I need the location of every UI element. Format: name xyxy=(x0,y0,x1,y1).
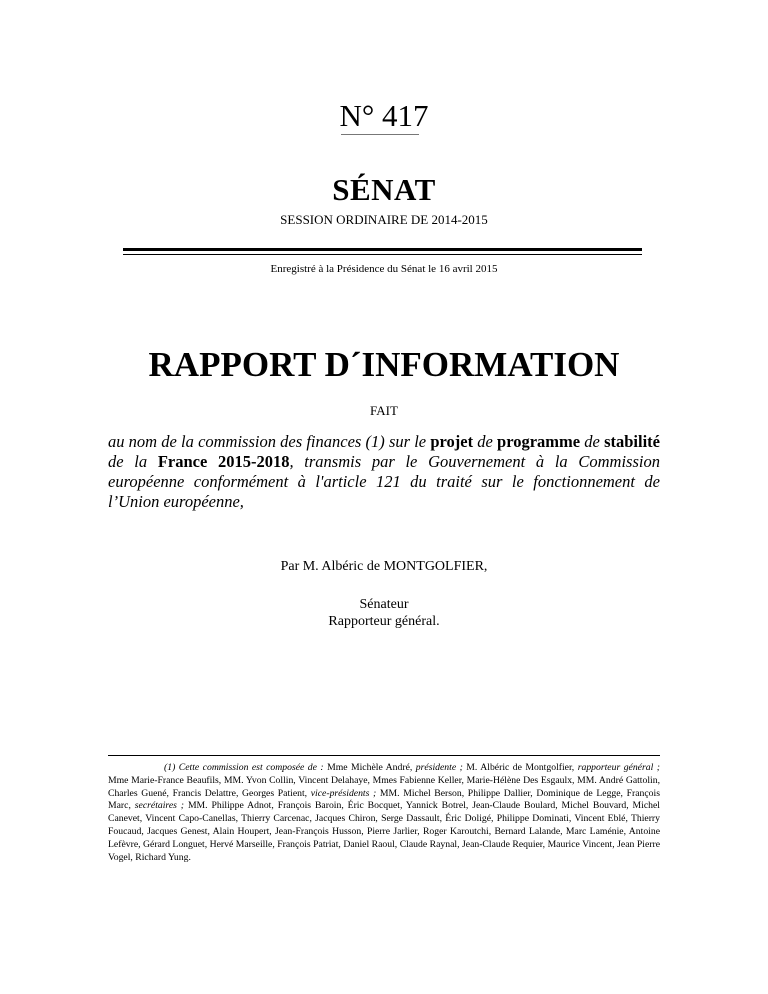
number-underline xyxy=(341,134,419,135)
report-subject xyxy=(108,432,660,512)
footnote-text: Mme Michèle André, xyxy=(323,762,416,773)
session-line: SESSION ORDINAIRE DE 2014-2015 xyxy=(280,212,488,227)
author-role-2: Rapporteur général. xyxy=(328,614,440,629)
footnote-text: MM. Philippe Adnot, François Baroin, Éric Bocquet, Yannick Botrel, Jean-Claude Boulard, Michel Bouvard, Michel Canevet, Vincent Capo-Canellas, Thierry Carcenac, Jacques Chiron, Serge Dassault, Éric Doligé, Philippe Dominati, Vincent Eblé, Thierry Foucaud, Jacques Genest, Alain Houpert, Jean-François Husson, Pierre Jarlier, Roger Karoutchi, Bernard Lalande, Marc Laménie, Antoine Lefèvre, Gérard Longuet, Hervé Marseille, François Patriat, Daniel Raoul, Claude Raynal, Jean-Claude Requier, Maurice Vincent, Jean Pierre Vogel, Richard Yung. xyxy=(108,800,660,863)
subject-text: , transmis par le Gouvernement à la Commission européenne conformément à l'article 121 du traité sur le fonctionnement de l’Union européenne, xyxy=(108,452,660,511)
footnote-rule xyxy=(108,755,660,756)
subject-bold: France 2015-2018 xyxy=(157,452,290,471)
subject-text: de la xyxy=(108,452,158,471)
footnote xyxy=(108,762,660,864)
subject-bold: projet xyxy=(430,432,474,451)
author-role: Sénateur xyxy=(359,597,409,612)
made-label: FAIT xyxy=(370,403,398,418)
document-number: N° 417 xyxy=(339,98,429,133)
footnote-italic: présidente ; xyxy=(415,762,463,773)
subject-text: de xyxy=(473,432,498,451)
author-line: Par M. Albéric de MONTGOLFIER, xyxy=(280,559,488,574)
footnote-text: Mme Marie-France Beaufils, MM. Yvon Collin, Vincent Delahaye, Mmes Fabienne Keller, Marie-Hélène Des Esgaulx, MM. André Gattolin, Charles Guené, Francis Delattre, Georges Patient, xyxy=(108,774,660,799)
footnote-italic: (1) Cette commission est composée de : xyxy=(164,762,324,773)
subject-bold: stabilité xyxy=(604,432,660,451)
footnote-italic: vice-présidents ; xyxy=(310,787,377,799)
footnote-text: M. Albéric de Montgolfier, xyxy=(462,762,578,773)
header-rule-thick xyxy=(123,248,642,251)
header-rule-thin xyxy=(123,254,642,255)
report-title: RAPPORT D´INFORMATION xyxy=(148,345,620,384)
registration-line: Enregistré à la Présidence du Sénat le 16 avril 2015 xyxy=(270,263,498,275)
footnote-text: MM. Michel Berson, Philippe Dallier, Dominique de Legge, François Marc, xyxy=(108,787,660,812)
footnote-italic: rapporteur général ; xyxy=(577,762,660,773)
subject-text: au nom de la commission des finances (1) sur le xyxy=(108,432,431,451)
subject-text: de xyxy=(580,432,605,451)
subject-bold: programme xyxy=(497,432,581,451)
footnote-italic: secrétaires ; xyxy=(134,800,185,812)
institution-title: SÉNAT xyxy=(332,172,436,207)
